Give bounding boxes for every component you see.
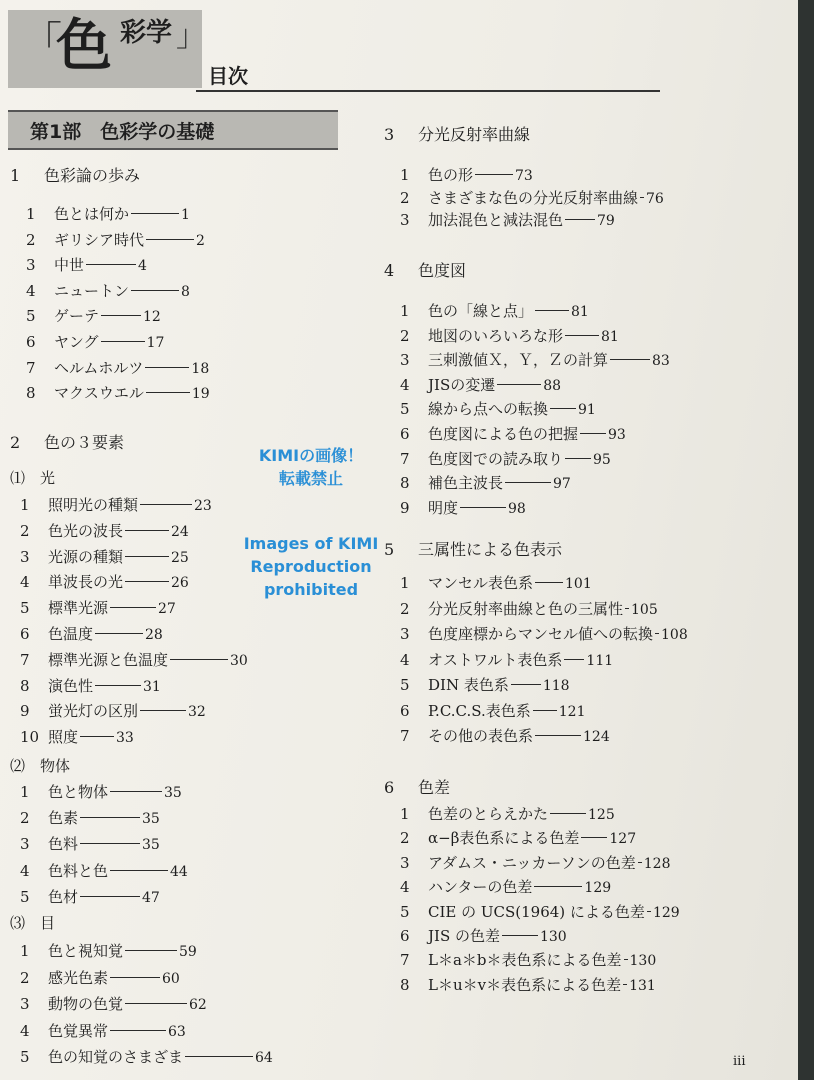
entry-page-number: 101 [565,576,592,592]
leader-line [640,197,644,198]
entry-number: 4 [20,1021,30,1040]
entry-number: 2 [20,809,30,828]
toc-entry [20,833,160,854]
leader-line [80,817,140,818]
entry-title: マクスウエル [54,384,144,403]
entry-title: L＊u＊v＊表色系による色差 [428,975,622,994]
entry-number: 5 [400,676,410,694]
entry-page-number: 97 [553,476,571,493]
entry-page-number: 108 [661,627,688,643]
entry-title: 色光の波長 [48,521,124,540]
toc-entry [400,374,561,395]
leader-line [185,1056,253,1057]
entry-title: L＊a＊b＊表色系による色差 [428,951,622,970]
leader-line [624,959,628,960]
section-heading-6: 6 色差 [384,778,451,797]
toc-entry [400,598,658,619]
toc-entry [400,423,626,444]
title-small-chars: 彩学 [120,18,173,48]
entry-page-number: 128 [643,855,671,872]
entry-number: 2 [26,230,36,249]
entry-title: 色度図での読み取り [428,449,564,468]
toc-entry [20,520,189,541]
entry-page-number: 26 [171,575,189,592]
leader-line [505,482,551,483]
leader-line [131,213,179,214]
toc-entry [20,726,134,747]
leader-line [95,633,143,634]
subsection-light: ⑴ 光 [10,469,56,487]
entry-page-number: 79 [597,213,615,229]
entry-page-number: 4 [138,258,147,275]
leader-line [146,392,190,393]
entry-title: DIN 表色系 [428,676,509,694]
entry-page-number: 19 [191,386,210,403]
entry-title: さまざまな色の分光反射率曲線 [428,188,639,207]
leader-line [655,633,659,634]
toc-entry [400,876,611,897]
leader-line [564,659,584,660]
title-open-quote: 「 [22,19,62,65]
entry-number: 2 [400,599,410,618]
entry-page-number: 98 [508,500,526,517]
entry-title: 色料 [48,835,79,854]
toc-entry [26,280,190,301]
entry-title: JIS の色差 [428,927,500,945]
leader-line [550,813,586,814]
entry-title: ギリシア時代 [54,230,145,249]
entry-page-number: 129 [652,904,680,921]
entry-title: 色材 [48,887,79,906]
entry-title: 演色性 [48,676,94,695]
entry-title: 色度図による色の把握 [428,425,579,443]
entry-page-number: 12 [143,309,161,326]
entry-page-number: 8 [181,283,190,300]
entry-title: 単波長の光 [48,573,124,592]
leader-line [581,837,607,838]
toc-entry [20,860,188,881]
leader-line [110,977,160,978]
toc-entry [400,852,671,873]
entry-page-number: 23 [194,498,212,514]
entry-number: 7 [400,951,410,970]
entry-title: ヤング [54,333,99,351]
entry-number: 4 [20,861,30,880]
entry-number: 1 [400,166,410,184]
entry-title: アダムス・ニッカーソンの色差 [428,853,636,872]
toc-entry [400,448,611,469]
entry-number: 8 [400,474,410,493]
entry-title: 感光色素 [48,968,109,987]
leader-line [565,219,595,220]
entry-page-number: 44 [170,863,188,880]
toc-entry [26,331,164,352]
leader-line [497,384,541,385]
entry-number: 1 [400,805,410,823]
entry-number: 1 [20,783,30,801]
entry-number: 4 [400,650,410,669]
entry-title: 色差のとらえかた [428,805,549,823]
leader-line [647,911,651,912]
entry-title: 分光反射率曲線と色の三属性 [428,599,624,618]
leader-line [625,608,629,609]
toc-entry [400,497,526,518]
entry-number: 2 [400,188,410,207]
entry-page-number: 35 [142,837,160,854]
entry-title: 照明光の種類 [48,496,139,514]
leader-line [125,556,169,557]
entry-number: 5 [400,902,410,921]
entry-page-number: 35 [164,785,182,801]
entry-page-number: 127 [609,831,637,848]
entry-page-number: 93 [608,427,626,443]
toc-entry [400,325,619,346]
leader-line [101,341,145,342]
entry-number: 8 [20,676,30,695]
toc-entry [400,572,592,593]
toc-entry [20,597,176,618]
entry-number: 10 [20,728,40,747]
entry-page-number: 81 [571,304,589,320]
toc-entry [20,623,163,644]
entry-page-number: 95 [593,451,611,468]
toc-entry [20,1046,273,1067]
title-big-char: 色 [56,13,112,79]
leader-line [146,239,194,240]
leader-line [638,862,642,863]
entry-title: 色度座標からマンセル値への転換 [428,625,654,643]
entry-number: 7 [26,358,36,377]
toc-entry [400,300,589,321]
toc-entry [400,901,680,922]
entry-title: CIE の UCS(1964) による色差 [428,902,645,921]
toc-entry [20,1020,186,1041]
toc-entry [400,187,664,208]
leader-line [140,710,186,711]
toc-entry [26,203,190,224]
leader-line [125,581,169,582]
entry-title: その他の表色系 [428,727,534,745]
entry-number: 3 [400,351,410,370]
leader-line [580,433,606,434]
entry-page-number: 27 [158,601,176,618]
toc-entry [400,164,533,185]
entry-title: 明度 [428,498,459,517]
entry-page-number: 17 [146,335,165,351]
entry-number: 9 [20,702,30,721]
toc-entry [20,886,160,907]
entry-title: 線から点への転換 [428,400,549,419]
leader-line [502,935,538,936]
toc-entry [20,571,189,592]
entry-title: 中世 [54,256,85,275]
entry-page-number: 118 [542,678,570,694]
leader-line [110,607,156,608]
section-heading-1: 1 色彩論の歩み [10,166,141,185]
entry-page-number: 18 [191,360,210,377]
entry-title: 三刺激値Ｘ，Ｙ，Ｚの計算 [428,351,609,370]
entry-title: ヘルムホルツ [54,358,144,377]
toc-entry [26,382,210,403]
entry-number: 2 [400,326,410,345]
entry-page-number: 111 [586,652,614,669]
entry-title: マンセル表色系 [428,574,534,592]
entry-page-number: 73 [515,168,533,184]
toc-entry [400,803,615,824]
page-number: iii [733,1054,746,1069]
entry-title: 標準光源と色温度 [48,650,169,669]
entry-page-number: 129 [584,880,612,897]
entry-page-number: 24 [171,523,189,540]
toc-entry [26,229,205,250]
entry-page-number: 2 [196,232,205,249]
entry-title: 光源の種類 [48,547,124,566]
leader-line [110,870,168,871]
toc-entry [400,925,567,946]
entry-number: 6 [26,333,36,351]
watermark-english: Images of KIMI Reproduction prohibited [243,534,379,599]
leader-line [533,710,557,711]
toc-entry [400,472,571,493]
entry-number: 4 [26,281,36,300]
entry-page-number: 35 [142,811,160,828]
entry-title: 色素 [48,809,79,828]
entry-number: 7 [400,727,410,745]
entry-page-number: 47 [142,889,160,906]
toc-entry [20,675,161,696]
entry-number: 1 [20,942,30,960]
entry-number: 5 [20,599,30,618]
leader-line [125,950,177,951]
toc-entry [20,494,212,515]
leader-line [80,896,140,897]
leader-line [623,984,627,985]
entry-title: 補色主波長 [428,474,504,493]
entry-number: 5 [20,1048,30,1067]
entry-page-number: 62 [189,997,207,1014]
entry-title: 色の知覚のさまざま [48,1048,184,1067]
entry-title: 色とは何か [54,205,130,223]
leader-line [535,310,569,311]
watermark-japanese: KIMIの画像！ 転載禁止 [258,446,364,488]
entry-title: 地図のいろいろな形 [428,326,564,345]
leader-line [535,735,581,736]
entry-number: 6 [400,927,410,945]
entry-number: 1 [400,574,410,592]
section-heading-4: 4 色度図 [384,261,467,280]
toc-entry [20,649,248,670]
part-banner: 第1部 色彩学の基礎 [8,110,338,150]
entry-number: 3 [20,835,30,854]
leader-line [95,685,141,686]
entry-number: 6 [400,425,410,443]
entry-title: 標準光源 [48,599,109,618]
entry-number: 4 [400,878,410,897]
entry-page-number: 83 [652,353,670,370]
entry-number: 7 [400,449,410,468]
entry-page-number: 91 [578,402,596,419]
toc-entry [400,974,656,995]
entry-number: 2 [20,968,30,987]
entry-page-number: 59 [179,944,197,960]
entry-title: オストワルト表色系 [428,650,563,669]
entry-number: 6 [400,701,410,720]
entry-number: 1 [20,496,30,514]
leader-line [80,736,114,737]
entry-number: 5 [20,887,30,906]
leader-line [125,530,169,531]
toc-entry [20,967,180,988]
section-heading-3: 3 分光反射率曲線 [384,125,531,144]
entry-title: α−β表色系による色差 [428,829,580,848]
toc-entry [400,623,688,644]
toc-entry [400,827,636,848]
entry-page-number: 25 [171,549,189,566]
entry-title: 色料と色 [48,861,109,880]
entry-number: 8 [26,384,36,403]
leader-line [610,359,650,360]
entry-title: 色の「線と点」 [428,302,534,320]
entry-page-number: 131 [629,977,656,994]
entry-title: 照度 [48,728,79,747]
entry-title: 色覚異常 [48,1021,109,1040]
toc-entry [20,993,207,1014]
leader-line [511,684,541,685]
entry-title: 色と視知覚 [48,942,124,960]
entry-page-number: 81 [601,328,619,345]
entry-number: 3 [26,256,36,275]
toc-entry [20,807,160,828]
entry-number: 3 [20,995,30,1014]
entry-number: 7 [20,650,30,669]
entry-page-number: 64 [255,1050,273,1067]
entry-title: ハンターの色差 [428,878,533,897]
entry-number: 4 [400,375,410,394]
entry-page-number: 63 [168,1023,186,1040]
entry-number: 3 [400,625,410,643]
leader-line [145,367,189,368]
entry-title: JISの変遷 [428,375,496,394]
entry-page-number: 125 [588,807,615,823]
entry-number: 5 [26,307,36,326]
title-close-quote: 」 [176,19,206,54]
leader-line [535,582,563,583]
leader-line [565,458,591,459]
entry-page-number: 33 [116,730,134,747]
section-heading-2: 2 色の３要素 [10,433,125,452]
toc-entry [400,725,610,746]
leader-line [460,507,506,508]
leader-line [140,504,192,505]
entry-number: 2 [400,829,410,848]
entry-title: P.C.C.S.表色系 [428,701,531,720]
entry-page-number: 124 [583,729,610,745]
entry-title: ゲーテ [54,307,100,326]
leader-line [565,335,599,336]
subsection-object: ⑵ 物体 [10,757,71,775]
entry-title: 加法混色と減法混色 [428,211,564,229]
toc-entry [400,649,613,670]
toc-entry [400,209,615,230]
entry-number: 3 [400,211,410,229]
entry-number: 6 [20,625,30,643]
entry-number: 2 [20,521,30,540]
leader-line [125,1003,187,1004]
leader-line [131,290,179,291]
entry-page-number: 121 [558,703,586,720]
entry-page-number: 32 [188,704,206,721]
toc-entry [400,349,670,370]
entry-title: ニュートン [54,281,130,300]
toc-entry [20,546,189,567]
toc-subtitle: 目次 [208,64,248,88]
toc-entry [400,949,656,970]
leader-line [80,843,140,844]
leader-line [101,315,141,316]
entry-number: 5 [400,400,410,419]
entry-page-number: 30 [230,652,248,669]
toc-entry [400,674,570,695]
entry-page-number: 130 [629,953,657,970]
leader-line [110,1030,166,1031]
entry-page-number: 31 [143,678,161,695]
leader-line [110,791,162,792]
entry-page-number: 130 [539,929,567,945]
entry-number: 9 [400,498,410,517]
subsection-eye: ⑶ 目 [10,914,56,932]
title-rule [196,90,660,92]
toc-entry [20,940,197,961]
toc-entry [400,398,596,419]
entry-page-number: 76 [646,190,664,207]
toc-entry [20,700,206,721]
toc-entry [26,357,209,378]
leader-line [550,408,576,409]
page-edge-shadow [798,0,814,1080]
leader-line [475,174,513,175]
toc-entry [20,781,182,802]
entry-number: 1 [26,205,36,223]
entry-page-number: 60 [162,970,180,987]
entry-number: 3 [20,547,30,566]
leader-line [86,264,136,265]
entry-number: 3 [400,853,410,872]
entry-title: 色と物体 [48,783,109,801]
section-heading-5: 5 三属性による色表示 [384,540,563,559]
entry-title: 蛍光灯の区別 [48,702,139,721]
entry-page-number: 105 [631,601,658,618]
toc-entry [26,305,161,326]
leader-line [170,659,228,660]
entry-title: 動物の色覚 [48,995,124,1014]
entry-number: 1 [400,302,410,320]
entry-number: 8 [400,975,410,994]
entry-page-number: 28 [145,627,163,643]
toc-entry [26,254,147,275]
toc-entry [400,700,586,721]
leader-line [534,886,582,887]
entry-page-number: 88 [543,377,562,394]
entry-title: 色温度 [48,625,94,643]
entry-page-number: 1 [181,207,190,223]
entry-title: 色の形 [428,166,474,184]
entry-number: 4 [20,573,30,592]
